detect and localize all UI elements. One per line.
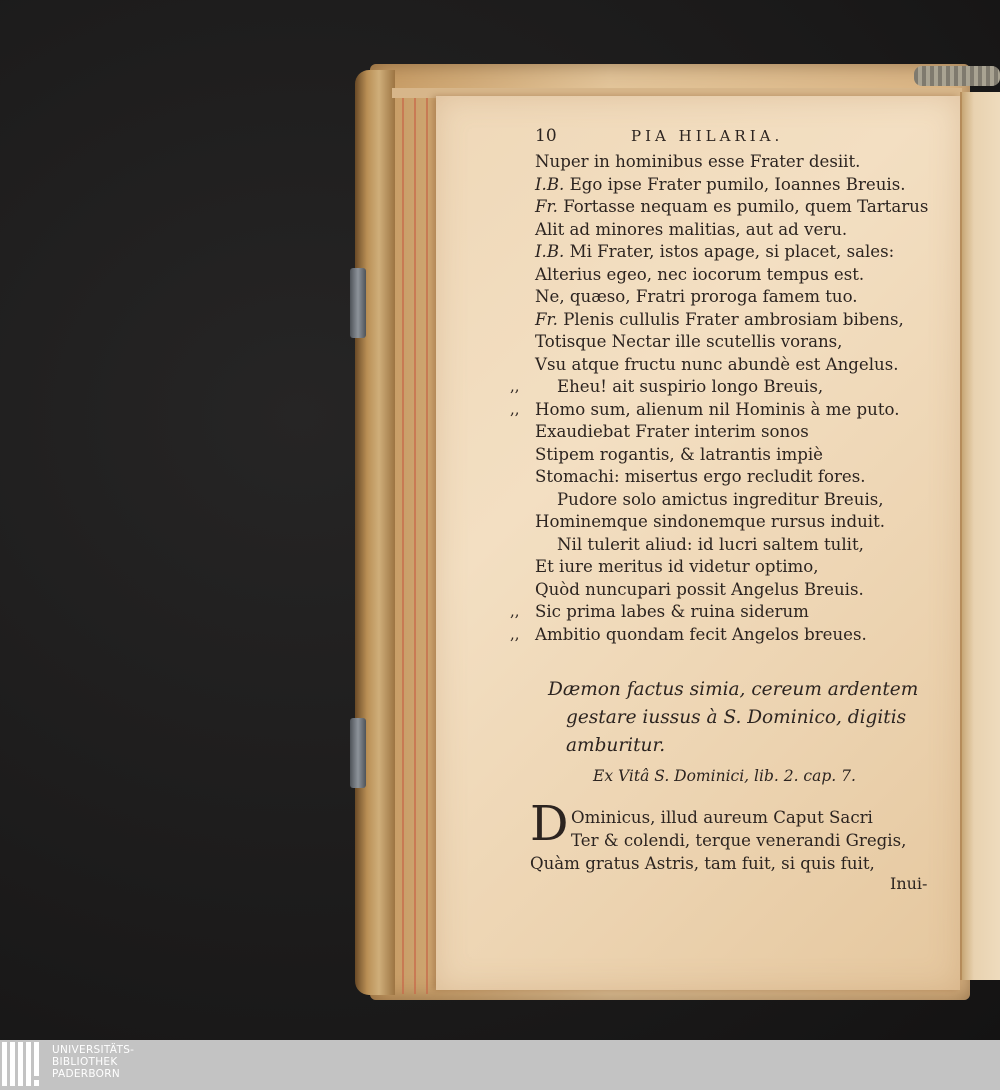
verse-text [557, 375, 823, 398]
speaker-label: Fr. [535, 309, 558, 329]
page-edge-line [402, 96, 404, 994]
library-logo [2, 1042, 46, 1088]
verse-line [510, 398, 960, 421]
verse-line [510, 578, 960, 601]
verse-body: Alit ad minores malitias, aut ad veru. [535, 219, 848, 239]
verse-body: Hominemque sindonemque rursus induit. [535, 512, 886, 531]
verse-text [535, 510, 885, 533]
verse-text [535, 308, 904, 331]
facing-page [960, 92, 1000, 980]
verse-line [510, 330, 960, 353]
verse-text [535, 465, 866, 488]
catchword: Inui- [890, 874, 928, 893]
verse-body: Ego ipse Frater pumilo, Ioannes Breuis. [569, 174, 906, 194]
verse-body: Stomachi: misertus ergo recludit fores. [535, 467, 866, 486]
library-name [52, 1044, 252, 1080]
verse-body: Exaudiebat Frater interim sonos [535, 422, 809, 441]
page-edge-line [414, 96, 416, 994]
library-name-line: UNIVERSITÄTS- [52, 1044, 135, 1056]
verse-line [510, 263, 960, 286]
verse-text [535, 263, 864, 286]
heading-line: gestare iussus à S. Dominico, digitis [566, 707, 907, 728]
verse-body: Vsu atque fructu nunc abundè est Angelus. [535, 354, 899, 374]
verse-line [510, 488, 960, 511]
verse-body: Ambitio quondam fecit Angelos breues. [535, 624, 867, 644]
clasp-bottom [350, 718, 366, 788]
verse-body: Mi Frater, istos apage, si placet, sales: [569, 242, 895, 261]
verse-line [510, 555, 960, 578]
verse-line [510, 285, 960, 308]
verse-body: Homo sum, alienum nil Hominis à me puto. [535, 399, 900, 419]
verse-body: Et iure meritus id videtur optimo, [535, 557, 819, 576]
verse-body: Sic prima labes & ruina siderum [535, 602, 809, 621]
speaker-label: Fr. [535, 197, 558, 216]
speaker-label: I.B. [535, 174, 565, 194]
verse-line [510, 353, 960, 376]
source-reference: Ex Vitâ S. Dominici, lib. 2. cap. 7. [593, 767, 856, 785]
verse-line [510, 218, 960, 241]
verse-line [510, 150, 960, 173]
verse-body: Nuper in hominibus esse Frater desiit. [535, 152, 861, 171]
clasp-top [350, 268, 366, 338]
verse-text [535, 623, 867, 646]
verse-text [535, 420, 809, 443]
verse-text [557, 488, 884, 511]
verse-text [535, 443, 823, 466]
verse-line [510, 533, 960, 556]
running-head [535, 124, 915, 148]
verse-body: Quòd nuncupari possit Angelus Breuis. [535, 579, 864, 599]
verse-text [535, 195, 928, 218]
speaker-label: I.B. [535, 242, 565, 261]
verse-body: Nil tulerit aliud: id lucri saltem tulit, [557, 534, 864, 554]
heading-line: Dæmon factus simia, cereum ardentem [548, 679, 919, 700]
verse-line [510, 510, 960, 533]
verse-line [510, 173, 960, 196]
running-title: PIA HILARIA. [631, 127, 784, 145]
library-name-line: PADERBORN [52, 1068, 120, 1080]
verse-text [535, 353, 899, 376]
verse-text [535, 398, 899, 421]
verse-body: Pudore solo amictus ingreditur Breuis, [557, 489, 884, 509]
verse-text [535, 600, 809, 623]
verse-line [510, 375, 960, 398]
quotation-marker: ,, [510, 399, 520, 418]
library-name-line: BIBLIOTHEK [52, 1056, 118, 1068]
book-spine [355, 70, 395, 995]
quotation-marker: ,, [510, 602, 520, 620]
verse-body: Stipem rogantis, & latrantis impiè [535, 444, 823, 464]
quotation-marker: ,, [510, 624, 520, 643]
verse-text [535, 555, 819, 578]
verse-text [535, 330, 842, 353]
verse-text [535, 240, 894, 263]
verse-text [535, 578, 864, 601]
verse-line [510, 623, 960, 646]
verse-text [535, 285, 858, 308]
page-edge-line [426, 96, 428, 994]
prose-line: Quàm gratus Astris, tam fuit, si quis fuit, [530, 854, 875, 873]
verse-line [510, 308, 960, 331]
verse-line [510, 195, 960, 218]
verse-body: Eheu! ait suspirio longo Breuis, [557, 377, 824, 396]
section-heading [548, 676, 928, 760]
verse-line [510, 465, 960, 488]
verse-line [510, 240, 960, 263]
verse-line [510, 443, 960, 466]
verse-body: Alterius egeo, nec iocorum tempus est. [535, 264, 865, 284]
verse-body: Totisque Nectar ille scutellis vorans, [535, 332, 843, 351]
verse-body: Plenis cullulis Frater ambrosiam bibens, [563, 309, 904, 329]
verse-body: Fortasse nequam es pumilo, quem Tartarus [563, 197, 929, 216]
drop-cap: D [530, 796, 569, 852]
prose-line: Ter & colendi, terque venerandi Gregis, [571, 831, 907, 850]
verse-text [535, 218, 847, 241]
verse-text [557, 533, 864, 556]
verse-body: Ne, quæso, Fratri proroga famem tuo. [535, 287, 858, 306]
verse-text [535, 150, 860, 173]
quotation-marker: ,, [510, 377, 520, 395]
verse-text [535, 173, 906, 196]
prose-line: Ominicus, illud aureum Caput Sacri [571, 808, 873, 827]
heading-line: amburitur. [566, 735, 666, 756]
verse-line [510, 420, 960, 443]
page-number: 10 [535, 126, 557, 146]
library-footer [0, 1040, 1000, 1090]
verse-line [510, 600, 960, 623]
binding-thread [914, 66, 1000, 86]
